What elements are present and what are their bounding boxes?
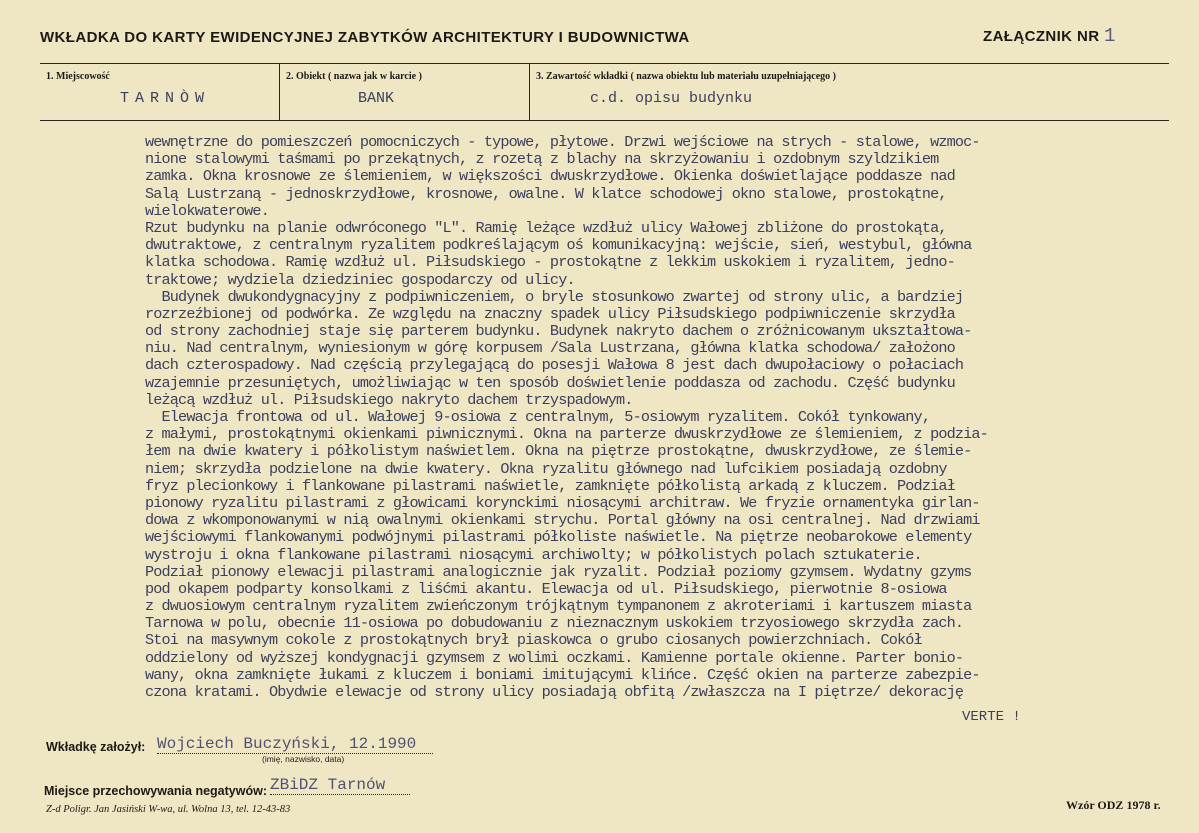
text-line: rozrzeźbionej od podwórka. Ze względu na znaczny spadek ulicy Piłsudskiego podpiwniczenie skrzydła — [145, 304, 955, 323]
text-line: pod okapem podparty konsolkami z liśćmi akantu. Elewacja od ul. Piłsudskiego, pierwotnie 8-osiowa — [145, 579, 947, 598]
field-contents — [529, 64, 1170, 120]
locality-label: 1. Miejscowość — [46, 71, 110, 82]
attachment-label-text: ZAŁĄCZNIK NR — [983, 28, 1100, 45]
negatives-value: ZBiDZ Tarnów — [270, 776, 410, 795]
entered-by-hint: (imię, nazwisko, data) — [262, 754, 345, 764]
text-line: niu. Nad centralnym, wyniesionym w górę korpusem /Sala Lustrzana, główna klatka schodowa/ założono — [145, 339, 955, 358]
contents-value: c.d. opisu budynku — [590, 90, 753, 107]
entered-by-value: Wojciech Buczyński, 12.1990 — [157, 735, 433, 754]
text-line: leżącą wzdłuż ul. Piłsudskiego nakryto dachem trzyspadowym. — [145, 390, 633, 409]
text-line: Stoi na masywnym cokole z prostokątnych brył piaskowca o grubo ciosanych powierzchniach. Cokół — [145, 631, 922, 650]
text-line: wany, okna zamknięte łukami z kluczem i boniami imitującymi klińce. Część okien na parterze zabezpie- — [145, 665, 980, 684]
text-line: Tarnowa w polu, obecnie 11-osiowa po dobudowaniu z nieznacznym uskokiem trzyosiowego skrzydła zach. — [145, 614, 964, 633]
field-locality — [40, 64, 279, 120]
text-line: wzajemnie przesuniętych, umożliwiając w ten sposób doświetlenie poddasza od zachodu. Część budynku — [145, 373, 955, 392]
text-line: traktowe; wydziela dziedziniec gospodarczy od ulicy. — [145, 270, 575, 289]
text-line: nione stalowymi taśmami po przekątnych, z rozetą z blachy na skrzyżowaniu i ozdobnym szyldzikiem — [145, 150, 939, 169]
text-line: Podział pionowy elewacji pilastrami analogicznie jak ryzalit. Podział poziomy gzymsem. Wydatny gzyms — [145, 562, 972, 581]
object-value: BANK — [358, 90, 395, 107]
text-line: wystroju i okna flankowane pilastrami niosącymi archiwolty; w półkolistych polach sztukaterie. — [145, 545, 922, 564]
text-line: pionowy ryzalitu pilastrami z głowicami korynckimi niosącymi architraw. We fryzie ornamentyka girlan- — [145, 493, 980, 512]
locality-value: TARNÒW — [120, 90, 211, 107]
text-line: wielokwaterowe. — [145, 201, 269, 220]
text-line: fryz plecionkowy i flankowane pilastrami naświetle, zamknięte półkolistą arkadą z kluczem. Podział — [145, 476, 955, 495]
text-line: dach czterospadowy. Nad częścią przylegającą do posesji Wałowa 8 jest dach dwupołaciowy o połaciach — [145, 356, 964, 375]
text-line: oddzielony od wyższej kondygnacji gzymsem z wolimi oczkami. Kamienne portale okienne. Parter bonio- — [145, 648, 964, 667]
text-line: wejściowymi flankowanymi podwójnymi pilastrami półkoliste naświetle. Na piętrze neobarokowe elementy — [145, 528, 972, 547]
text-line: zamka. Okna krosnowe ze ślemieniem, w większości dwuskrzydłowe. Okienka doświetlające poddasze nad — [145, 167, 955, 186]
field-object — [279, 64, 530, 120]
text-line: z dwuosiowym centralnym ryzalitem zwieńczonym trójkątnym tympanonem z akroteriami i kartuszem miasta — [145, 597, 972, 616]
text-line: niem; skrzydła podzielone na dwie kwatery. Okna ryzalitu głównego nad lufcikiem posiadają ozdobny — [145, 459, 947, 478]
text-line: klatka schodowa. Ramię wzdłuż ul. Piłsudskiego - prostokątne z lekkim uskokiem i ryzalitem, jedno- — [145, 253, 955, 272]
printer-imprint: Z-d Poligr. Jan Jasiński W-wa, ul. Wolna 13, tel. 12-43-83 — [46, 804, 291, 815]
object-label: 2. Obiekt ( nazwa jak w karcie ) — [286, 71, 422, 82]
form-code: Wzór ODZ 1978 r. — [1066, 798, 1161, 812]
form-title: WKŁADKA DO KARTY EWIDENCYJNEJ ZABYTKÓW ARCHITEKTURY I BUDOWNICTWA — [40, 29, 690, 46]
text-line: od strony zachodniej staje się parterem budynku. Budynek nakryto dachem o zróżnicowanym ukształtowa- — [145, 322, 972, 341]
text-line: z małymi, prostokątnymi okienkami piwnicznymi. Okna na parterze dwuskrzydłowe ze ślemieniem, z podzia- — [145, 425, 988, 444]
attachment-number: 1 — [1104, 25, 1116, 47]
text-line: dwutraktowe, z centralnym ryzalitem podkreślającym oś komunikacyjną: wejście, sień, westybul, główna — [145, 236, 972, 255]
entered-by-label: Wkładkę założył: — [46, 740, 146, 754]
text-line: Elewacja frontowa od ul. Wałowej 9-osiowa z centralnym, 5-osiowym ryzalitem. Cokół tynkowany, — [145, 408, 931, 426]
text-line: Salą Lustrzaną - jednoskrzydłowe, krosnowe, owalne. W klatce schodowej okno stalowe, prostokątne, — [145, 184, 947, 203]
contents-label: 3. Zawartość wkładki ( nazwa obiektu lub materiału uzupełniającego ) — [536, 71, 837, 82]
text-line: Budynek dwukondygnacyjny z podpiwniczeniem, o bryle stosunkowo zwartej od strony ulic, a bardziej — [145, 287, 964, 306]
text-line: łem na dwie kwatery i półkolistym naświetlem. Okna na piętrze prostokątne, dwuskrzydłowe, ze ślemie- — [145, 442, 972, 461]
text-line: Rzut budynku na planie odwróconego "L". Ramię leżące wzdłuż ulicy Wałowej zbliżone do prostokąta, — [145, 218, 947, 237]
attachment-label — [983, 25, 1116, 47]
typed-description — [145, 134, 1195, 701]
text-line: dowa z wkomponowanymi w nią owalnymi okienkami strychu. Portal główny na osi centralnej. Nad drzwiami — [145, 511, 980, 530]
text-line: czona kratami. Obydwie elewacje od strony ulicy posiadają obfitą /zwłaszcza na I piętrze/ dekorację — [145, 683, 964, 701]
text-line: wewnętrzne do pomieszczeń pomocniczych - typowe, płytowe. Drzwi wejściowe na strych - stalowe, wzmoc- — [145, 133, 980, 151]
negatives-label: Miejsce przechowywania negatywów: — [44, 784, 267, 798]
verte-note: VERTE ! — [962, 709, 1021, 725]
header-fields — [40, 63, 1169, 121]
